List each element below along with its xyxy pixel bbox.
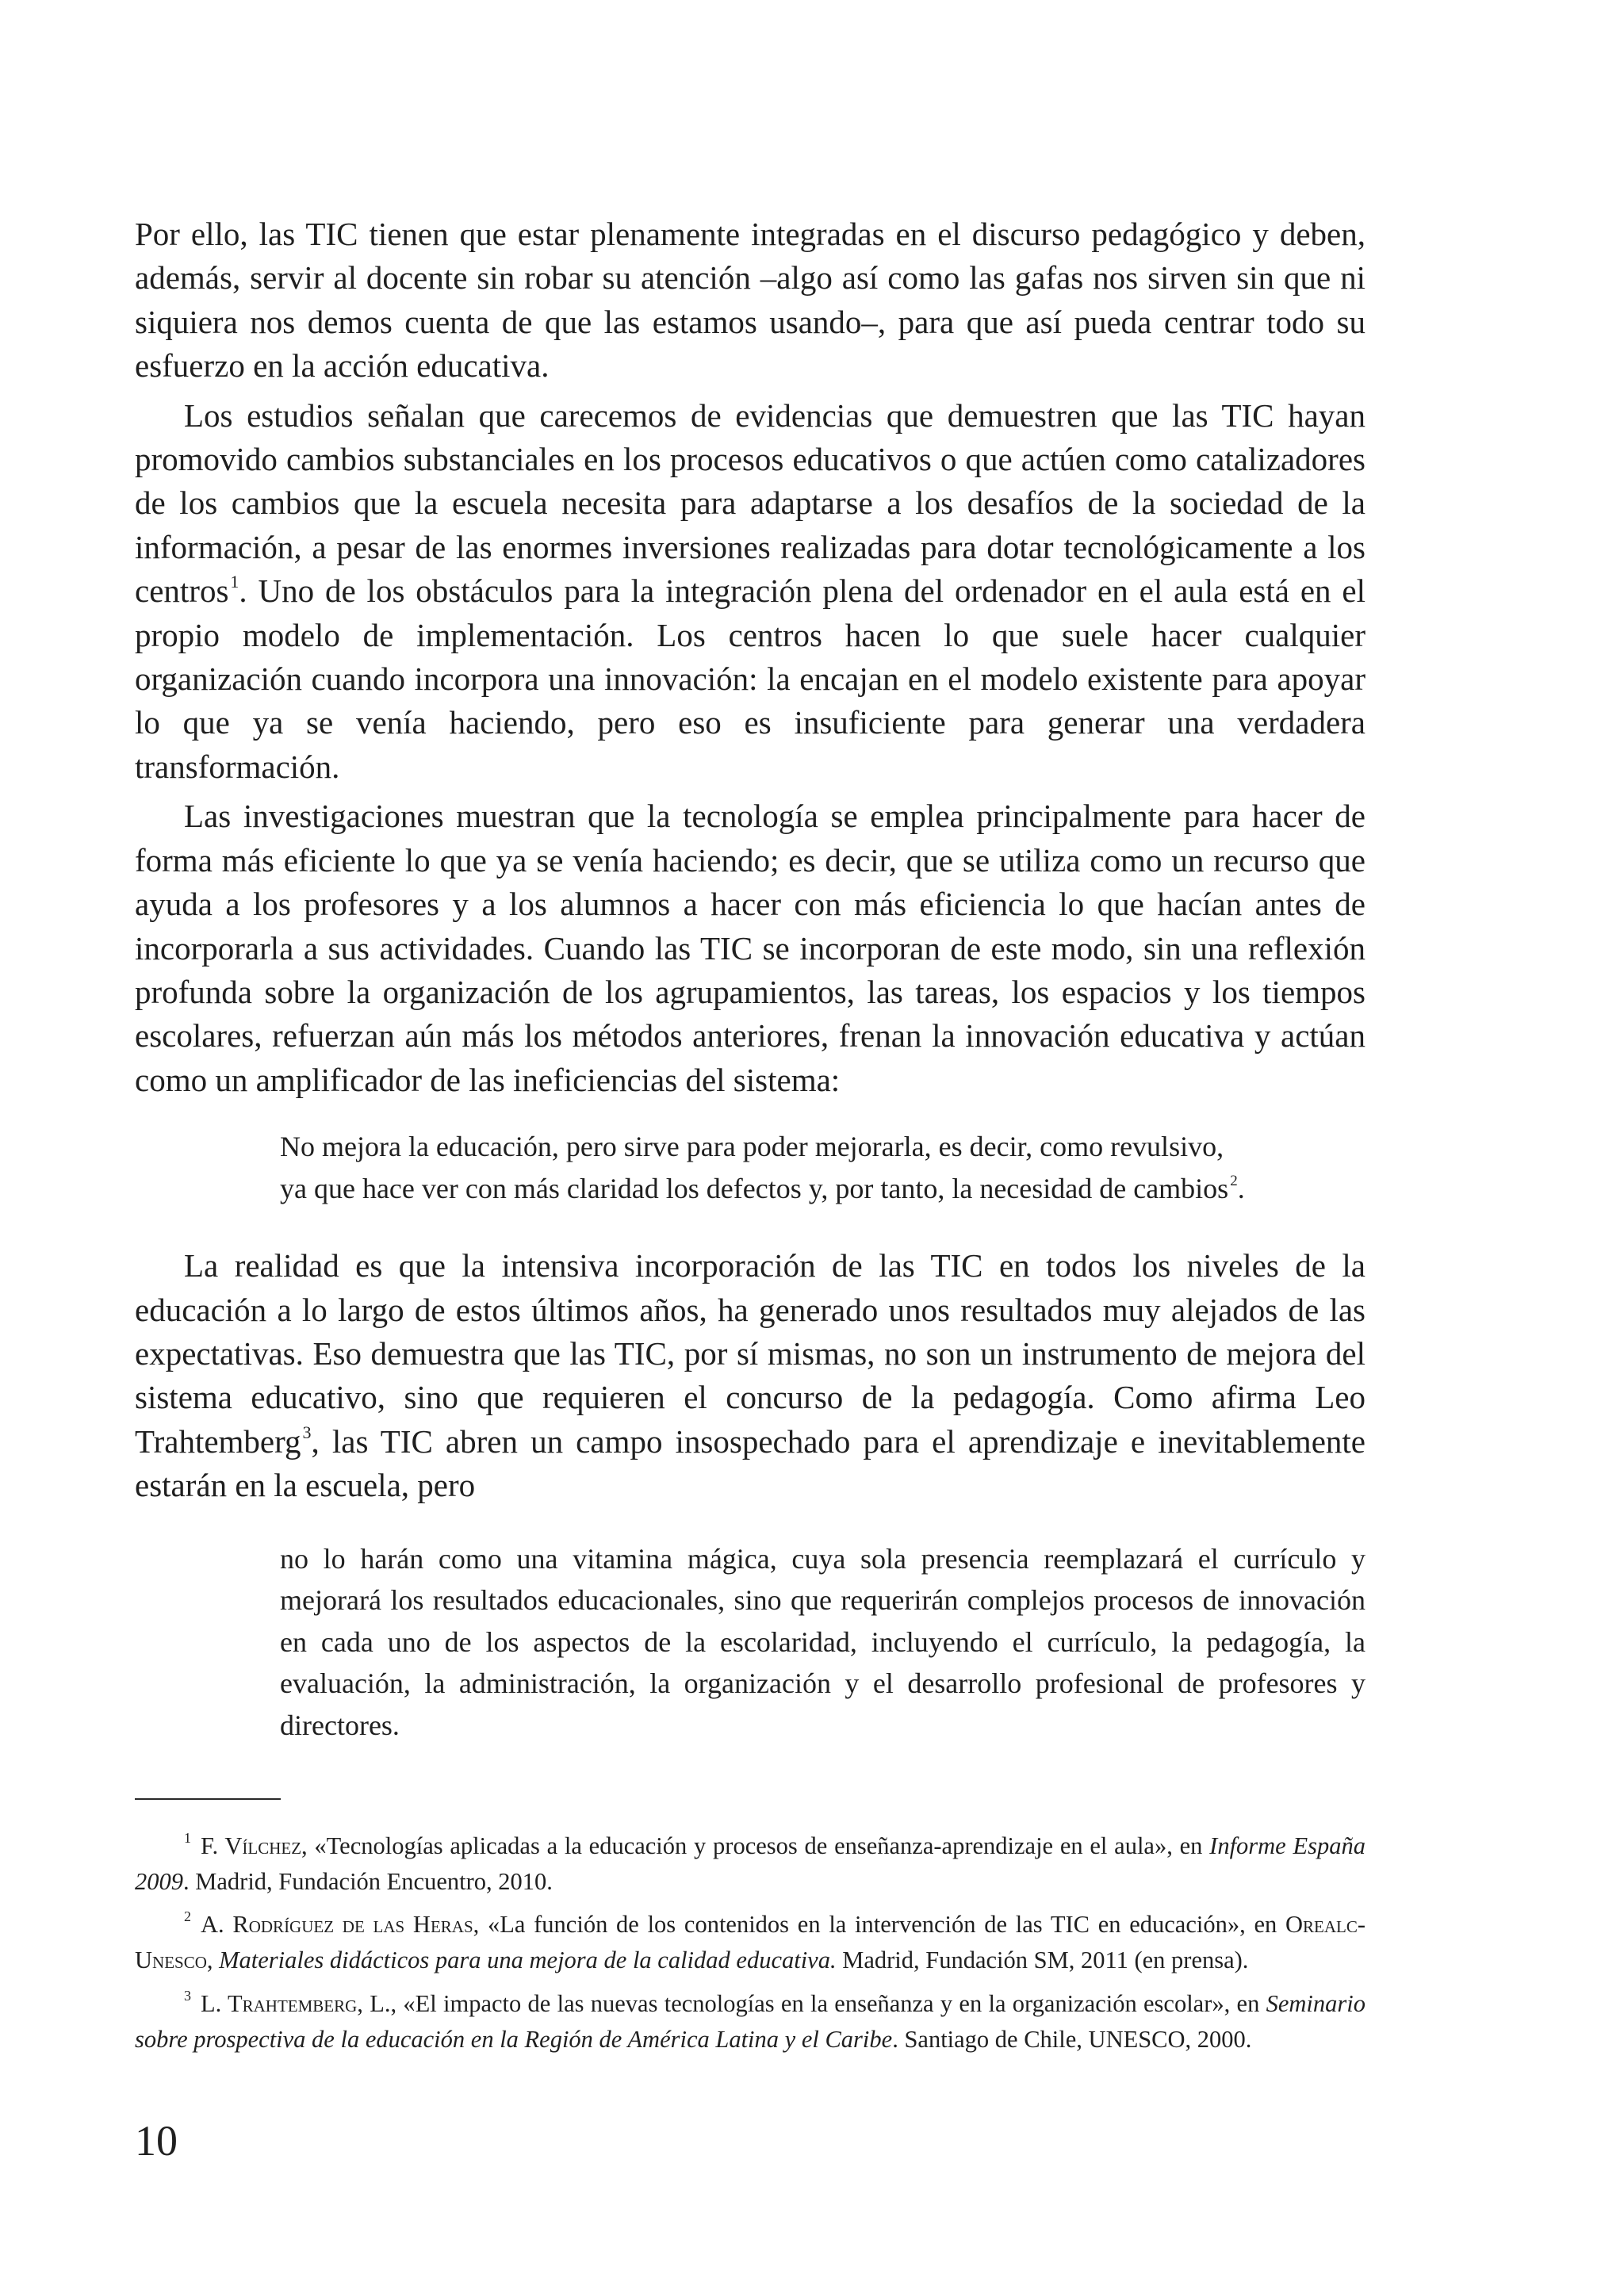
block-quote-1: [280, 1126, 1365, 1209]
footnote-2: [135, 1907, 1365, 1977]
footnote-3-author: L. Trahtemberg: [201, 1989, 358, 2017]
footnote-2-text-b: ,: [206, 1947, 220, 1974]
footnote-3-text-b: . Santiago de Chile, UNESCO, 2000.: [892, 2025, 1252, 2053]
footnote-1-source: Informe España 2009: [135, 1832, 1365, 1895]
footnote-3: [135, 1986, 1365, 2057]
footnote-ref-3[interactable]: 3: [302, 1422, 312, 1442]
block-quote-1-end: .: [1237, 1172, 1245, 1204]
footnote-2-number: 2: [184, 1908, 191, 1925]
footnote-2-text-a: , «La función de los contenidos en la intervención de las TIC en educación», en: [473, 1911, 1285, 1939]
footnote-2-author: A. Rodríguez de las Heras: [201, 1911, 473, 1939]
paragraph-4-text-b: , las TIC abren un campo insospechado para el aprendizaje e inevitablemente estarán en la escuela, pero: [135, 1422, 1365, 1504]
footnote-2-source: Materiales didácticos para una mejora de la calidad educativa.: [219, 1947, 837, 1974]
paragraph-2-text-a: Los estudios señalan que carecemos de evidencias que demuestren que las TIC hayan promovido cambios substanciales en los procesos educativos o que actúen como catalizadores de los cambios que la escuela necesita para adaptarse a los desafíos de la sociedad de la información, a pesar de las enormes inversiones realizadas para dotar tecnológicamente a los centros: [135, 396, 1365, 610]
footnote-1-text-a: , «Tecnologías aplicadas a la educación y procesos de enseñanza-aprendizaje en el aula», en: [301, 1832, 1210, 1860]
page-content: [135, 212, 1365, 2057]
paragraph-4-text-a: La realidad es que la intensiva incorporación de las TIC en todos los niveles de la educación a lo largo de estos últimos años, ha generado unos resultados muy alejados de las expectativas. Eso demuestra que las TIC, por sí mismas, no son un instrumento de mejora del sistema educativo, sino que requieren el concurso de la pedagogía. Como afirma Leo Trahtemberg: [135, 1247, 1365, 1460]
footnote-ref-1[interactable]: 1: [230, 572, 239, 592]
paragraph-2-text-b: . Uno de los obstáculos para la integración plena del ordenador en el aula está en el propio modelo de implementación. Los centros hacen lo que suele hacer cualquier organización cuando incorpora una innovación: la encajan en el modelo existente para apoyar lo que ya se venía haciendo, pero eso es insuficiente para generar una verdadera transformación.: [135, 572, 1365, 785]
paragraph-2: [135, 394, 1365, 790]
paragraph-3: Las investigaciones muestran que la tecnología se emplea principalmente para hacer de forma más eficiente lo que ya se venía haciendo; es decir, que se utiliza como un recurso que ayuda a los profesores y a los alumnos a hacer con más eficiencia lo que hacían antes de incorporarla a sus actividades. Cuando las TIC se incorporan de este modo, sin una reflexión profunda sobre la organización de los agrupamientos, las tareas, los espacios y los tiempos escolares, refuerzan aún más los métodos anteriores, frenan la innovación educativa y actúan como un amplificador de las ineficiencias del sistema:: [135, 798, 1365, 1098]
block-quote-2: no lo harán como una vitamina mágica, cuya sola presencia reemplazará el currículo y mejorará los resultados educacionales, sino que requerirán complejos procesos de innovación en cada uno de los aspectos de la escolaridad, incluyendo el currículo, la pedagogía, la evaluación, la administración, la organización y el desarrollo profesional de profesores y directores.: [280, 1542, 1365, 1741]
block-quote-1-line-2-text: ya que hace ver con más claridad los defectos y, por tanto, la necesidad de cambios: [280, 1172, 1229, 1204]
footnote-ref-2[interactable]: 2: [1230, 1172, 1238, 1189]
paragraph-1: Por ello, las TIC tienen que estar plenamente integradas en el discurso pedagógico y deben, además, servir al docente sin robar su atención –algo así como las gafas nos sirven sin que ni siquiera nos demos cuenta de que las estamos usando–, para que así pueda centrar todo su esfuerzo en la acción educativa.: [135, 216, 1365, 385]
footnote-1: [135, 1828, 1365, 1899]
footnote-3-text-a: , L., «El impacto de las nuevas tecnologías en la enseñanza y en la organización escolar», en: [357, 1989, 1266, 2017]
footnote-1-author: F. Vílchez: [201, 1832, 302, 1860]
footnote-separator: [135, 1798, 281, 1800]
footnote-1-number: 1: [184, 1830, 191, 1847]
footnote-2-text-c: Madrid, Fundación SM, 2011 (en prensa).: [836, 1947, 1249, 1974]
footnotes: [135, 1828, 1365, 2057]
footnote-3-source: Seminario sobre prospectiva de la educación en la Región de América Latina y el Caribe: [135, 1989, 1365, 2053]
page-number: 10: [135, 2117, 178, 2165]
block-quote-1-line-1: No mejora la educación, pero sirve para poder mejorarla, es decir, como revulsivo,: [280, 1131, 1224, 1163]
paragraph-4: [135, 1244, 1365, 1507]
footnote-3-number: 3: [184, 1987, 191, 2004]
block-quote-1-line-2: [280, 1168, 1365, 1210]
footnote-1-text-b: . Madrid, Fundación Encuentro, 2010.: [183, 1867, 553, 1895]
footnote-2-org: Orealc-Unesco: [135, 1911, 1366, 1974]
